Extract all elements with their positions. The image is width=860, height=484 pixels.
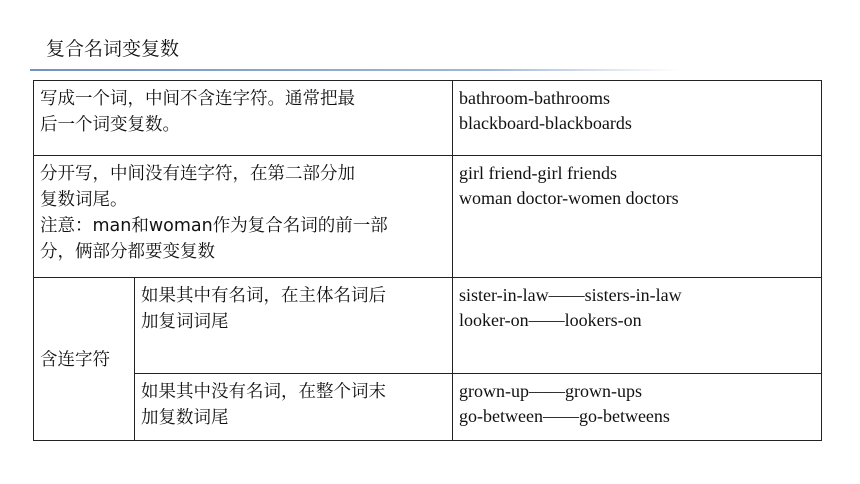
table-row [34, 156, 822, 278]
rule-text-line: 后一个词变复数。 [40, 115, 180, 135]
title-underline [30, 69, 680, 71]
rule-cell [34, 156, 453, 278]
example-text: looker-on——lookers-on [459, 310, 642, 330]
rule-cell [34, 81, 453, 156]
rule-text-line: 加复词词尾 [141, 312, 229, 332]
group-label: 含连字符 [40, 349, 110, 370]
example-text: bathroom-bathrooms [459, 88, 610, 108]
rule-note-line: 分，俩部分都要变复数 [40, 242, 215, 262]
page-title: 复合名词变复数 [46, 38, 180, 60]
rule-text-line: 如果其中没有名词，在整个词末 [141, 382, 386, 402]
example-text: girl friend-girl friends [459, 163, 617, 183]
rule-note-line: 注意：man和woman作为复合名词的前一部 [40, 216, 388, 236]
rule-text-line: 写成一个词，中间不含连字符。通常把最 [40, 89, 355, 109]
example-text: blackboard-blackboards [459, 113, 632, 133]
rule-text-line: 加复数词尾 [141, 408, 229, 428]
plural-rules-table [33, 80, 822, 441]
example-text: grown-up——grown-ups [459, 381, 642, 401]
example-cell [453, 374, 822, 441]
example-cell [453, 278, 822, 374]
example-text: go-between——go-betweens [459, 406, 670, 426]
example-cell [453, 156, 822, 278]
example-text: sister-in-law——sisters-in-law [459, 285, 682, 305]
sub-rule-cell [135, 278, 453, 374]
rule-text-line: 分开写，中间没有连字符，在第二部分加 [40, 164, 355, 184]
table-row [34, 374, 822, 441]
rule-text-line: 如果其中有名词，在主体名词后 [141, 286, 386, 306]
group-label-cell [34, 278, 135, 441]
sub-rule-cell [135, 374, 453, 441]
table-row [34, 81, 822, 156]
example-text: woman doctor-women doctors [459, 188, 679, 208]
example-cell [453, 81, 822, 156]
rule-text-line: 复数词尾。 [40, 190, 128, 210]
table-row [34, 278, 822, 374]
